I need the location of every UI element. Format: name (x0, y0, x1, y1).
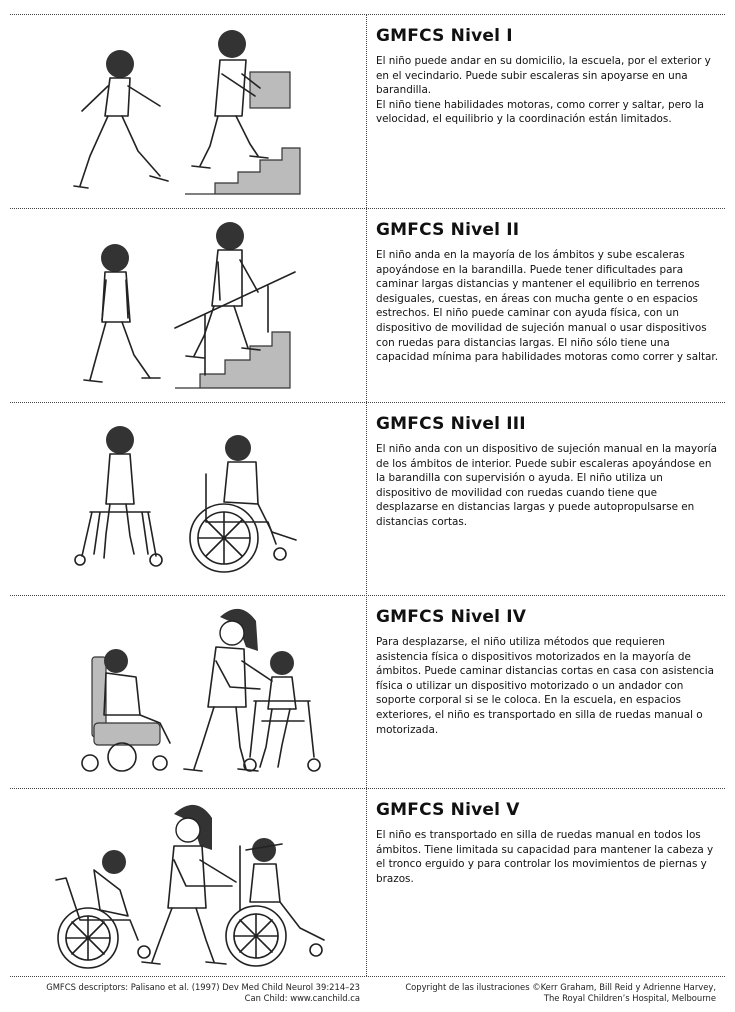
level-1-illustration-icon (10, 16, 366, 206)
level-4-text (376, 607, 720, 737)
bottom-divider (10, 976, 725, 977)
footer-credits-left (20, 982, 360, 1004)
level-4-description: Para desplazarse, el niño utiliza métodos que requieren asistencia física o dispositivos motorizados en la mayoría de ámbitos. Puede caminar distancias cortas en casa con asistencia física o utilizar un dispositivo motorizado o un andador con soporte corporal si se le coloca. En la escuela, en espacios exteriores, el niño es transportado en silla de ruedas manual o motorizada. (376, 636, 714, 736)
level-5-description: El niño es transportado en silla de ruedas manual en todos los ámbitos. Tiene limitada su capacidad para mantener la cabeza y el tronco erguido y para controlar los movimientos de piernas y brazos. (376, 829, 714, 885)
level-2-text (376, 220, 720, 365)
level-5-text (376, 800, 720, 886)
level-3-description: El niño anda con un dispositivo de sujeción manual en la mayoría de los ámbitos de interior. Puede subir escaleras apoyándose en la barandilla con supervisión o ayuda. El niño utiliza un dispositivo de movilidad con ruedas cuando tiene que desplazarse en distancias largas y puede autopropulsarse en distancias cortas. (376, 443, 718, 528)
footer-hospital-name: The Royal Children’s Hospital, Melbourne (543, 993, 716, 1003)
footer-canchild-link[interactable]: Can Child: www.canchild.ca (244, 993, 360, 1003)
level-4-section (10, 597, 725, 786)
level-5-illustration-icon (10, 790, 366, 974)
level-3-title: GMFCS Nivel III (376, 414, 526, 434)
level-5-title: GMFCS Nivel V (376, 800, 520, 820)
level-4-title: GMFCS Nivel IV (376, 607, 527, 627)
level-2-illustration-icon (10, 210, 366, 400)
level-1-title: GMFCS Nivel I (376, 26, 513, 46)
divider-4-5 (10, 788, 725, 789)
level-1-section (10, 16, 725, 206)
level-1-description-2: El niño tiene habilidades motoras, como correr y saltar, pero la velocidad, el equilibrio y la coordinación están limitados. (376, 98, 704, 126)
level-2-title: GMFCS Nivel II (376, 220, 520, 240)
level-4-illustration-icon (10, 597, 366, 786)
level-3-illustration-icon (10, 404, 366, 593)
level-3-section (10, 404, 725, 593)
divider-2-3 (10, 402, 725, 403)
level-2-description: El niño anda en la mayoría de los ámbitos y sube escaleras apoyándose en la barandilla. Puede tener dificultades para caminar largas distancias y mantener el equilibrio en terrenos desiguales, cuestas, en áreas con mucha gente o en espacios estrechos. El niño puede caminar con ayuda física, con un dispositivo de movilidad de sujeción manual o usar dispositivos con ruedas para distancias largas. El niño sólo tiene una capacidad mínima para habilidades motoras como correr y saltar. (376, 249, 719, 364)
divider-1-2 (10, 208, 725, 209)
footer-illustration-copyright: Copyright de las ilustraciones ©Kerr Graham, Bill Reid y Adrienne Harvey, (405, 982, 716, 992)
top-divider (10, 14, 725, 15)
footer-descriptors-citation: GMFCS descriptors: Palisano et al. (1997) Dev Med Child Neurol 39:214–23 (46, 982, 360, 992)
level-1-text (376, 26, 720, 127)
level-3-text (376, 414, 720, 530)
footer-credits-right (376, 982, 716, 1004)
divider-3-4 (10, 595, 725, 596)
level-1-description-1: El niño puede andar en su domicilio, la escuela, por el exterior y en el vecindario. Puede subir escaleras sin apoyarse en una barandilla. (376, 55, 711, 97)
level-5-section (10, 790, 725, 974)
level-2-section (10, 210, 725, 400)
